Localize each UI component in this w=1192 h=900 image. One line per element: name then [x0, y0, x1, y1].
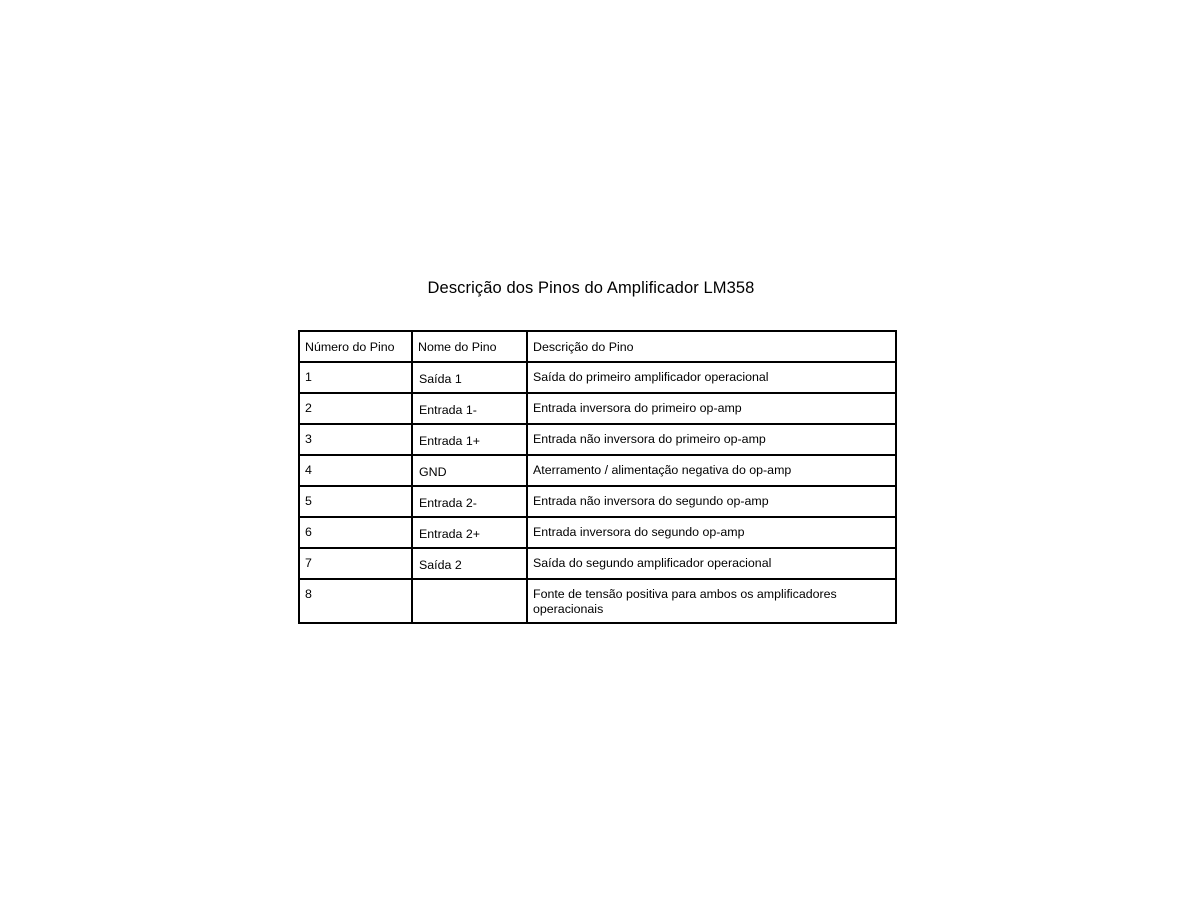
document-title: Descrição dos Pinos do Amplificador LM358 [427, 279, 755, 297]
pin-description-cell: Aterramento / alimentação negativa do op-amp [527, 455, 896, 486]
pin-description-table [298, 330, 897, 624]
table-row [299, 548, 896, 579]
pin-name-cell: Entrada 1- [412, 393, 527, 424]
pin-description-cell: Entrada não inversora do segundo op-amp [527, 486, 896, 517]
pin-name-cell: Entrada 2- [412, 486, 527, 517]
table-row [299, 486, 896, 517]
header-pin-name: Nome do Pino [412, 331, 527, 362]
pin-number-cell: 5 [299, 486, 412, 517]
pin-name-cell: Saída 2 [412, 548, 527, 579]
table-row [299, 424, 896, 455]
pin-number-cell: 7 [299, 548, 412, 579]
pin-description-cell: Fonte de tensão positiva para ambos os amplificadores operacionais [527, 579, 896, 623]
pin-name-cell: Saída 1 [412, 362, 527, 393]
table-row [299, 455, 896, 486]
pin-name-cell: Entrada 2+ [412, 517, 527, 548]
pin-description-cell: Entrada inversora do primeiro op-amp [527, 393, 896, 424]
table-header-row [299, 331, 896, 362]
pin-number-cell: 6 [299, 517, 412, 548]
table-row [299, 579, 896, 623]
pin-description-cell: Entrada não inversora do primeiro op-amp [527, 424, 896, 455]
pin-number-cell: 4 [299, 455, 412, 486]
table-row [299, 362, 896, 393]
header-pin-description: Descrição do Pino [527, 331, 896, 362]
table-row [299, 393, 896, 424]
pin-name-cell: Entrada 1+ [412, 424, 527, 455]
pin-name-cell: GND [412, 455, 527, 486]
pin-description-cell: Saída do segundo amplificador operacional [527, 548, 896, 579]
header-pin-number: Número do Pino [299, 331, 412, 362]
pin-name-cell [412, 579, 527, 623]
pin-description-cell: Entrada inversora do segundo op-amp [527, 517, 896, 548]
pin-number-cell: 1 [299, 362, 412, 393]
pin-number-cell: 8 [299, 579, 412, 623]
pin-number-cell: 3 [299, 424, 412, 455]
pin-number-cell: 2 [299, 393, 412, 424]
pin-description-cell: Saída do primeiro amplificador operacional [527, 362, 896, 393]
table-row [299, 517, 896, 548]
